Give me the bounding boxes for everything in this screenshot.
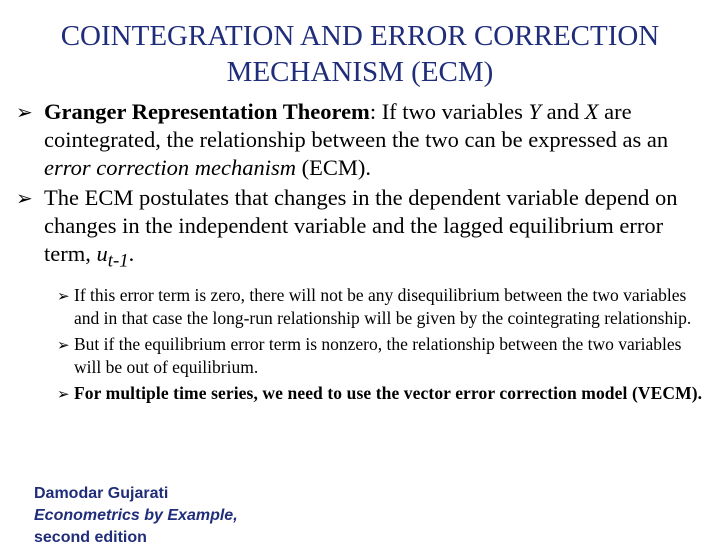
arrow-bullet-icon: ➢ xyxy=(16,186,33,210)
bullet-text: The ECM postulates that changes in the dependent variable depend on changes in the independent variable and the lagged equilibrium error term, xyxy=(44,185,678,266)
arrow-bullet-icon: ➢ xyxy=(16,100,33,124)
book-reference xyxy=(34,505,238,549)
attribution xyxy=(34,483,238,549)
bullet-text: (ECM). xyxy=(296,155,372,180)
sub-bullet-text: For multiple time series, we need to use the vector error correction model (VECM). xyxy=(74,382,703,403)
sub-bullet-list xyxy=(57,284,706,406)
author-name: Damodar Gujarati xyxy=(34,485,169,502)
arrow-bullet-icon: ➢ xyxy=(57,286,70,305)
book-edition: second edition xyxy=(34,529,147,546)
book-title: Econometrics by Example, xyxy=(34,507,238,524)
bullet-text: : If two variables xyxy=(369,99,529,124)
sub-bullet-nonzero-error xyxy=(57,333,706,380)
sub-bullet-zero-error xyxy=(57,284,706,331)
slide-title xyxy=(0,18,720,90)
sub-bullet-text: But if the equilibrium error term is nonzero, the relationship between the two variables will be out of equilibrium. xyxy=(74,333,682,377)
arrow-bullet-icon: ➢ xyxy=(57,335,70,354)
slide-title-line-2: MECHANISM (ECM) xyxy=(226,56,494,88)
slide-title-line-1: COINTEGRATION AND ERROR CORRECTION xyxy=(60,20,660,52)
bullet-ecm-postulate xyxy=(16,184,706,276)
variable-u: u xyxy=(96,241,108,266)
bullet-list xyxy=(16,98,706,407)
sub-bullet-text: If this error term is zero, there will not be any disequilibrium between the two variables and in that case the long-run relationship will be given by the cointegrating relationship. xyxy=(74,284,692,328)
ecm-emphasis: error correction mechanism xyxy=(44,155,297,180)
variable-y: Y xyxy=(528,99,542,124)
bullet-text: are cointegrated, the relationship between the two can be expressed as an xyxy=(44,99,669,152)
variable-x: X xyxy=(584,99,599,124)
bullet-granger-theorem xyxy=(16,98,706,182)
arrow-bullet-icon: ➢ xyxy=(57,384,70,403)
variable-u-subscript: t-1 xyxy=(107,250,129,272)
bullet-text: . xyxy=(128,241,135,266)
theorem-name: Granger Representation Theorem xyxy=(44,99,370,124)
sub-bullet-vecm xyxy=(57,382,706,406)
bullet-text: and xyxy=(541,99,585,124)
